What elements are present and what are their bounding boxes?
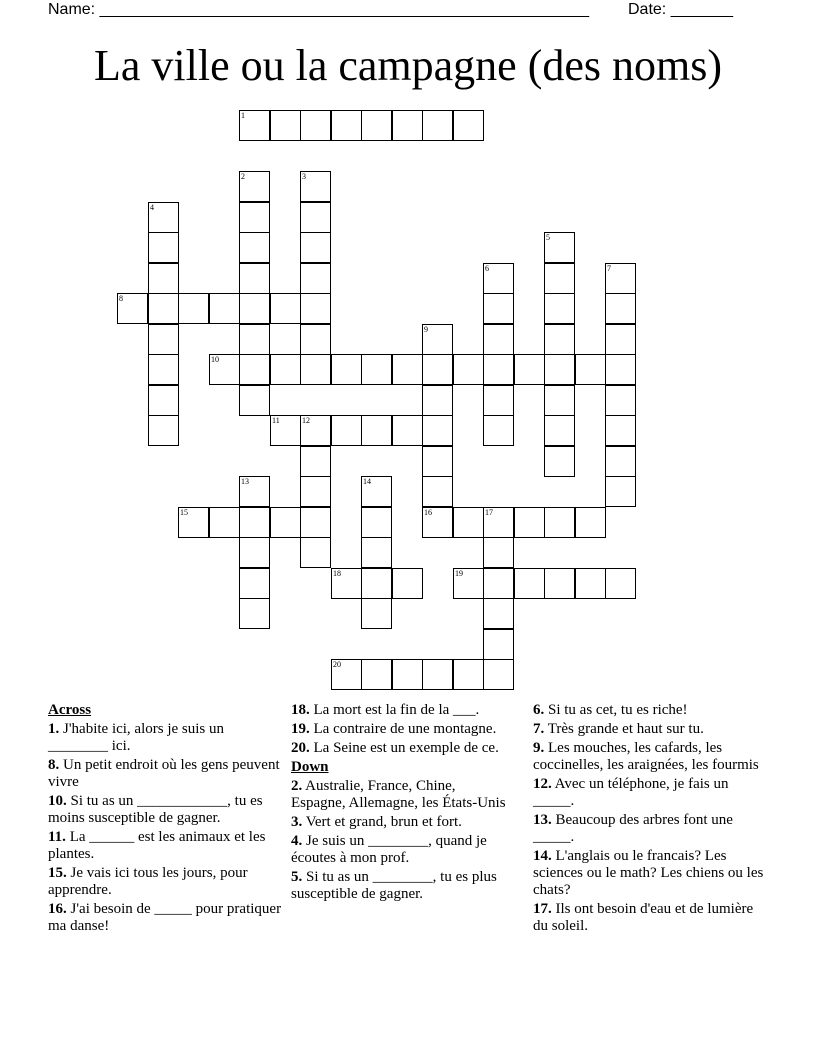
clue-number: 20. — [291, 740, 310, 756]
clue-number: 8. — [48, 757, 60, 773]
clue — [533, 901, 765, 935]
clue-number: 7 — [607, 264, 611, 273]
crossword-cell[interactable] — [239, 568, 270, 599]
crossword-cell[interactable] — [148, 232, 179, 263]
clue-text: Ils ont besoin d'eau et de lumière du soleil. — [533, 901, 754, 934]
crossword-cell[interactable] — [422, 385, 453, 416]
clue-text: La mort est la fin de la ___. — [309, 702, 480, 718]
crossword-cell[interactable] — [331, 659, 362, 690]
crossword-cell[interactable] — [544, 385, 575, 416]
crossword-cell[interactable] — [453, 659, 484, 690]
clue-text: Un petit endroit où les gens peuvent vivre — [48, 757, 280, 790]
clue-number: 3 — [302, 172, 306, 181]
clue-number: 8 — [119, 294, 123, 303]
clue — [48, 721, 284, 755]
clue-number: 18. — [291, 702, 310, 718]
clue — [533, 848, 765, 899]
clue-number: 17. — [533, 901, 552, 917]
date-field[interactable]: Date: _______ — [628, 1, 733, 18]
clue-text: Si tu as un ________, tu es plus susceptible de gagner. — [291, 869, 497, 902]
crossword-cell[interactable] — [209, 507, 240, 538]
clue-number: 7. — [533, 721, 545, 737]
clue — [48, 829, 284, 863]
clue-number: 12 — [302, 416, 310, 425]
clue-text: Si tu as cet, tu es riche! — [544, 702, 688, 718]
clue — [291, 833, 513, 867]
clue-number: 20 — [333, 660, 341, 669]
crossword-cell[interactable] — [239, 507, 270, 538]
clue — [48, 865, 284, 899]
clue — [533, 812, 765, 846]
clue-number: 6 — [485, 264, 489, 273]
crossword-cell[interactable] — [605, 354, 636, 385]
clue-number: 2 — [241, 172, 245, 181]
crossword-cell[interactable] — [392, 415, 423, 446]
crossword-cell[interactable] — [605, 446, 636, 477]
crossword-cell[interactable] — [605, 568, 636, 599]
crossword-cell[interactable] — [117, 293, 148, 324]
crossword-cell[interactable] — [422, 446, 453, 477]
crossword-cell[interactable] — [300, 446, 331, 477]
clue-number: 11 — [272, 416, 280, 425]
crossword-cell[interactable] — [300, 354, 331, 385]
crossword-cell[interactable] — [300, 537, 331, 568]
clue-number: 1 — [241, 111, 245, 120]
crossword-cell[interactable] — [422, 415, 453, 446]
crossword-cell[interactable] — [270, 507, 301, 538]
clue-number: 1. — [48, 721, 60, 737]
crossword-cell[interactable] — [514, 354, 545, 385]
crossword-cell[interactable] — [361, 537, 392, 568]
clue — [291, 721, 513, 738]
crossword-cell[interactable] — [148, 202, 179, 233]
clue-text: L'anglais ou le francais? Les sciences ou le math? Les chiens ou les chats? — [533, 848, 764, 898]
name-field[interactable]: Name: _______________________________________________________ — [48, 1, 589, 18]
crossword-cell[interactable] — [300, 507, 331, 538]
crossword-cell[interactable] — [270, 293, 301, 324]
clue-number: 18 — [333, 569, 341, 578]
clue — [291, 740, 513, 757]
crossword-cell[interactable] — [300, 110, 331, 141]
crossword-cell[interactable] — [239, 476, 270, 507]
clue-text: Australie, France, Chine, Espagne, Allemagne, les États-Unis — [291, 778, 506, 811]
clue-number: 3. — [291, 814, 303, 830]
crossword-cell[interactable] — [361, 659, 392, 690]
clue-text: Je suis un ________, quand je écoutes à mon prof. — [291, 833, 487, 866]
crossword-cell[interactable] — [361, 568, 392, 599]
crossword-cell[interactable] — [300, 293, 331, 324]
page-title: La ville ou la campagne (des noms) — [93, 41, 722, 90]
crossword-cell[interactable] — [270, 415, 301, 446]
clue-number: 13 — [241, 477, 249, 486]
crossword-cell[interactable] — [483, 568, 514, 599]
clue-text: La ______ est les animaux et les plantes. — [48, 829, 266, 862]
section-heading: Down — [291, 759, 329, 775]
crossword-cell[interactable] — [575, 507, 606, 538]
crossword-cell[interactable] — [361, 354, 392, 385]
crossword-cell[interactable] — [300, 415, 331, 446]
crossword-cell[interactable] — [483, 415, 514, 446]
crossword-cell[interactable] — [483, 324, 514, 355]
crossword-cell[interactable] — [148, 263, 179, 294]
clue-number: 10 — [211, 355, 219, 364]
clue-number: 14. — [533, 848, 552, 864]
crossword-cell[interactable] — [422, 354, 453, 385]
crossword-cell[interactable] — [178, 293, 209, 324]
clue — [48, 793, 284, 827]
crossword-cell[interactable] — [270, 110, 301, 141]
crossword-cell[interactable] — [483, 263, 514, 294]
crossword-cell[interactable] — [544, 415, 575, 446]
crossword-cell[interactable] — [605, 263, 636, 294]
crossword-cell[interactable] — [361, 507, 392, 538]
clues-column-2 — [291, 702, 513, 905]
crossword-cell[interactable] — [300, 263, 331, 294]
crossword-cell[interactable] — [239, 354, 270, 385]
crossword-cell[interactable] — [239, 598, 270, 629]
crossword-cell[interactable] — [300, 324, 331, 355]
clue — [291, 814, 513, 831]
crossword-cell[interactable] — [331, 110, 362, 141]
crossword-cell[interactable] — [148, 293, 179, 324]
crossword-cell[interactable] — [514, 507, 545, 538]
clue-number: 12. — [533, 776, 552, 792]
crossword-cell[interactable] — [605, 476, 636, 507]
crossword-cell[interactable] — [544, 232, 575, 263]
clue-number: 9 — [424, 325, 428, 334]
crossword-cell[interactable] — [392, 110, 423, 141]
clue-text: Très grande et haut sur tu. — [544, 721, 704, 737]
clue-text: La contraire de une montagne. — [309, 721, 497, 737]
crossword-cell[interactable] — [575, 568, 606, 599]
clue-text: Si tu as un ____________, tu es moins susceptible de gagner. — [48, 793, 263, 826]
crossword-cell[interactable] — [453, 507, 484, 538]
crossword-cell[interactable] — [239, 232, 270, 263]
crossword-cell[interactable] — [178, 507, 209, 538]
crossword-cell[interactable] — [544, 446, 575, 477]
clue-text: J'habite ici, alors je suis un ________ ici. — [48, 721, 225, 754]
crossword-cell[interactable] — [544, 324, 575, 355]
crossword-cell[interactable] — [544, 568, 575, 599]
clue — [533, 740, 765, 774]
clue-text: Vert et grand, brun et fort. — [302, 814, 462, 830]
crossword-cell[interactable] — [544, 293, 575, 324]
crossword-cell[interactable] — [361, 598, 392, 629]
crossword-cell[interactable] — [453, 354, 484, 385]
crossword-cell[interactable] — [270, 354, 301, 385]
clue-number: 4. — [291, 833, 303, 849]
crossword-cell[interactable] — [422, 659, 453, 690]
crossword-cell[interactable] — [239, 171, 270, 202]
crossword-cell[interactable] — [361, 476, 392, 507]
clue-number: 19. — [291, 721, 310, 737]
section-heading: Across — [48, 702, 92, 718]
clue — [48, 757, 284, 791]
crossword-cell[interactable] — [514, 568, 545, 599]
clue-number: 16. — [48, 901, 67, 917]
crossword-cell[interactable] — [148, 354, 179, 385]
crossword-cell[interactable] — [575, 354, 606, 385]
crossword-cell[interactable] — [300, 202, 331, 233]
crossword-cell[interactable] — [148, 385, 179, 416]
crossword-cell[interactable] — [544, 354, 575, 385]
clue-text: Beaucoup des arbres font une _____. — [533, 812, 733, 845]
clue-number: 2. — [291, 778, 303, 794]
crossword-cell[interactable] — [422, 476, 453, 507]
crossword-cell[interactable] — [483, 354, 514, 385]
clue-number: 15 — [180, 508, 188, 517]
crossword-cell[interactable] — [331, 568, 362, 599]
clue-number: 17 — [485, 508, 493, 517]
clue-text: Je vais ici tous les jours, pour apprendre. — [48, 865, 248, 898]
crossword-cell[interactable] — [148, 415, 179, 446]
clues-column-1 — [48, 702, 284, 937]
clue-number: 5. — [291, 869, 303, 885]
clue-number: 13. — [533, 812, 552, 828]
crossword-cell[interactable] — [300, 171, 331, 202]
crossword-cell[interactable] — [453, 110, 484, 141]
clue-number: 4 — [150, 203, 154, 212]
clue-number: 9. — [533, 740, 545, 756]
clues-column-3 — [533, 702, 765, 937]
crossword-cell[interactable] — [239, 202, 270, 233]
crossword-cell[interactable] — [483, 537, 514, 568]
clue — [48, 901, 284, 935]
crossword-cell[interactable] — [361, 110, 392, 141]
crossword-cell[interactable] — [422, 507, 453, 538]
crossword-cell[interactable] — [605, 324, 636, 355]
crossword-cell[interactable] — [300, 232, 331, 263]
crossword-cell[interactable] — [605, 415, 636, 446]
crossword-cell[interactable] — [422, 324, 453, 355]
crossword-cell[interactable] — [148, 324, 179, 355]
clue — [533, 776, 765, 810]
clue-number: 10. — [48, 793, 67, 809]
crossword-cell[interactable] — [239, 537, 270, 568]
crossword-cell[interactable] — [392, 354, 423, 385]
crossword-cell[interactable] — [544, 263, 575, 294]
crossword-cell[interactable] — [483, 659, 514, 690]
clue-number: 5 — [546, 233, 550, 242]
crossword-cell[interactable] — [483, 385, 514, 416]
crossword-cell[interactable] — [453, 568, 484, 599]
crossword-cell[interactable] — [605, 385, 636, 416]
crossword-cell[interactable] — [209, 354, 240, 385]
clue-text: Avec un téléphone, je fais un _____. — [533, 776, 729, 809]
clue-text: Les mouches, les cafards, les coccinelles, les araignées, les fourmis — [533, 740, 759, 773]
crossword-cell[interactable] — [483, 293, 514, 324]
clue-number: 14 — [363, 477, 371, 486]
crossword-cell[interactable] — [483, 507, 514, 538]
crossword-cell[interactable] — [239, 110, 270, 141]
crossword-cell[interactable] — [544, 507, 575, 538]
clue-text: J'ai besoin de _____ pour pratiquer ma danse! — [48, 901, 282, 934]
clue-number: 6. — [533, 702, 545, 718]
crossword-cell[interactable] — [300, 476, 331, 507]
crossword-cell[interactable] — [209, 293, 240, 324]
clue-number: 15. — [48, 865, 67, 881]
crossword-cell[interactable] — [392, 568, 423, 599]
crossword-cell[interactable] — [239, 385, 270, 416]
clue-text: La Seine est un exemple de ce. — [309, 740, 499, 756]
crossword-cell[interactable] — [483, 598, 514, 629]
clue-number: 19 — [455, 569, 463, 578]
crossword-cell[interactable] — [331, 415, 362, 446]
crossword-cell[interactable] — [239, 263, 270, 294]
clue-number: 16 — [424, 508, 432, 517]
clue-number: 11. — [48, 829, 66, 845]
clue — [533, 702, 765, 719]
crossword-cell[interactable] — [331, 354, 362, 385]
crossword-cell[interactable] — [392, 659, 423, 690]
clue — [291, 778, 513, 812]
clue — [291, 702, 513, 719]
crossword-cell[interactable] — [239, 293, 270, 324]
crossword-cell[interactable] — [239, 324, 270, 355]
crossword-cell[interactable] — [483, 629, 514, 660]
crossword-cell[interactable] — [361, 415, 392, 446]
clue — [533, 721, 765, 738]
crossword-cell[interactable] — [422, 110, 453, 141]
clue — [291, 869, 513, 903]
crossword-cell[interactable] — [605, 293, 636, 324]
